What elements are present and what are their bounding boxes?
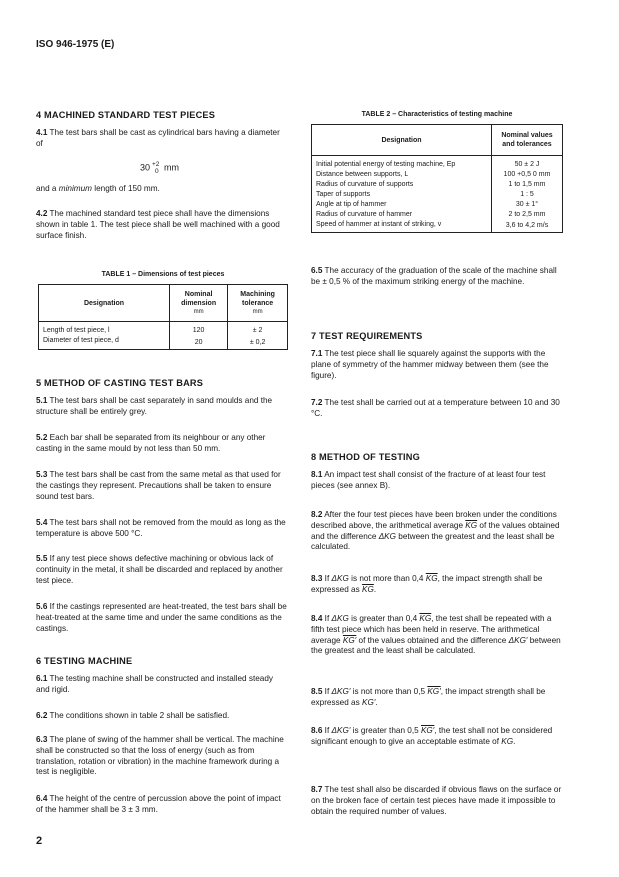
para-8-4: 8.4 If ΔKG is greater than 0,4 $\overline{KG}$, the test shall be repeated with a fifth test piece which has been held in reserve. The arithmetical average KG′ of the values obtained and the difference ΔKG′ between the greatest and the least shall be calculated.	[311, 614, 561, 656]
formula-unit: mm	[163, 162, 179, 173]
formula-value: 30	[140, 162, 151, 173]
formula-tol-upper: +2	[152, 161, 160, 168]
table-row: Initial potential energy of testing machine, Ep 50 ± 2 J	[312, 156, 563, 170]
section-5-heading: 5 METHOD OF CASTING TEST BARS	[36, 378, 204, 388]
para-4-1	[36, 128, 288, 150]
section-8-heading: 8 METHOD OF TESTING	[311, 452, 420, 462]
para-5-5: 5.5 If any test piece shows defective machining or obvious lack of continuity in the metal, it shall be discarded and replaced by another test piece.	[36, 554, 283, 585]
table-row: Diameter of test piece, d 20 ± 0,2	[39, 335, 288, 350]
para-text: The machined standard test piece shall have the dimensions shown in table 1. The test piece shall be well machined with a good surface finish.	[36, 209, 280, 240]
table-1	[38, 284, 288, 350]
para-6-1: 6.1 The testing machine shall be constructed and installed steady and rigid.	[36, 674, 274, 694]
table1-caption: TABLE 1 – Dimensions of test pieces	[101, 271, 225, 278]
para-8-5: 8.5 If ΔKG′ is not more than 0,5 KG′, the impact strength shall be expressed as KG′.	[311, 687, 546, 707]
table1-header-nominal: Nominal dimension mm	[170, 285, 228, 322]
para-8-2: 8.2 After the four test pieces have been broken under the conditions described above, the arithmetical average $\overline{KG}$ of the values obtained and the difference ΔKG between the greatest and the least shall be calculated.	[311, 510, 560, 552]
table1-header-tolerance: Machining tolerance mm	[228, 285, 288, 322]
table-row: Radius of curvature of supports 1 to 1,5 mm	[312, 179, 563, 189]
table-row: Distance between supports, L 100 +0,5 0 mm	[312, 169, 563, 179]
table1-unit: mm	[193, 308, 204, 315]
para-7-2: 7.2 The test shall be carried out at a temperature between 10 and 30 °C.	[311, 398, 560, 418]
section-6-heading: 6 TESTING MACHINE	[36, 656, 133, 666]
para-6-2: 6.2 The conditions shown in table 2 shall be satisfied.	[36, 711, 230, 720]
para-5-2: 5.2 Each bar shall be separated from its neighbour or any other casting in the same mould by not less than 50 mm.	[36, 433, 266, 453]
para-5-4: 5.4 The test bars shall not be removed from the mould as long as the temperature is above 500 °C.	[36, 518, 286, 538]
para-4-1-cont: and a minimum length of 150 mm.	[36, 184, 160, 193]
section-4-heading: 4 MACHINED STANDARD TEST PIECES	[36, 110, 216, 120]
formula-tol-lower: 0	[155, 168, 159, 175]
section-7-heading: 7 TEST REQUIREMENTS	[311, 331, 423, 341]
para-8-6: 8.6 If ΔKG′ is greater than 0,5 KG′, the test shall not be considered significant enough to give an acceptable estimate of KG.	[311, 726, 553, 746]
para-8-3: 8.3 If ΔKG is not more than 0,4 $\overline{KG}$, the impact strength shall be expressed as $\overline{KG}$.	[311, 574, 543, 594]
table-row: Speed of hammer at instant of striking, v 3,6 to 4,2 m/s	[312, 219, 563, 233]
document-header: ISO 946-1975 (E)	[36, 39, 115, 50]
table2-header-values: Nominal values and tolerances	[492, 125, 563, 156]
para-text: The test bars shall be cast as cylindrical bars having a diameter of	[36, 128, 280, 148]
para-number: 4.1	[36, 128, 48, 137]
para-6-3: 6.3 The plane of swing of the hammer shall be vertical. The machine shall be constructed so that the loss of energy (such as from translation, rotation or vibration) in the machine framework during a test is negligible.	[36, 735, 284, 777]
table2-header-designation: Designation	[312, 125, 492, 156]
para-6-5: 6.5 The accuracy of the graduation of the scale of the machine shall be ± 0,5 % of the maximum striking energy of the machine.	[311, 266, 557, 286]
para-8-7: 8.7 The test shall also be discarded if obvious flaws on the surface or on the broken face of certain test pieces have made it impossible to obtain the required number of values.	[311, 785, 562, 816]
table-row: Angle at tip of hammer 30 ± 1°	[312, 199, 563, 209]
table-2	[311, 124, 563, 233]
para-5-1: 5.1 The test bars shall be cast separately in sand moulds and the structure shall be entirely grey.	[36, 396, 273, 416]
para-4-2	[36, 209, 288, 241]
table-row: Radius of curvature of hammer 2 to 2,5 mm	[312, 209, 563, 219]
para-6-4: 6.4 The height of the centre of percussion above the point of impact of the hammer shall be 3 ± 3 mm.	[36, 794, 281, 814]
table1-unit: mm	[252, 308, 263, 315]
para-5-6: 5.6 If the castings represented are heat-treated, the test bars shall be heat-treated at the same time and under the same conditions as the castings.	[36, 602, 287, 633]
table-row: Taper of supports 1 : 5	[312, 189, 563, 199]
diameter-formula	[140, 161, 179, 175]
table1-header-designation: Designation	[39, 285, 170, 322]
table-row: Length of test piece, l 120 ± 2	[39, 322, 288, 336]
page-number: 2	[36, 835, 43, 847]
para-number: 4.2	[36, 209, 48, 218]
table2-caption: TABLE 2 – Characteristics of testing machine	[361, 111, 513, 118]
para-5-3: 5.3 The test bars shall be cast from the same metal as that used for the castings they represent. Precautions shall be taken to ensure sound test bars.	[36, 470, 281, 501]
para-8-1: 8.1 An impact test shall consist of the fracture of at least four test pieces (see annex B).	[311, 470, 546, 490]
para-7-1: 7.1 The test piece shall lie squarely against the supports with the plane of symmetry of the hammer midway between them (see the figure).	[311, 349, 549, 380]
